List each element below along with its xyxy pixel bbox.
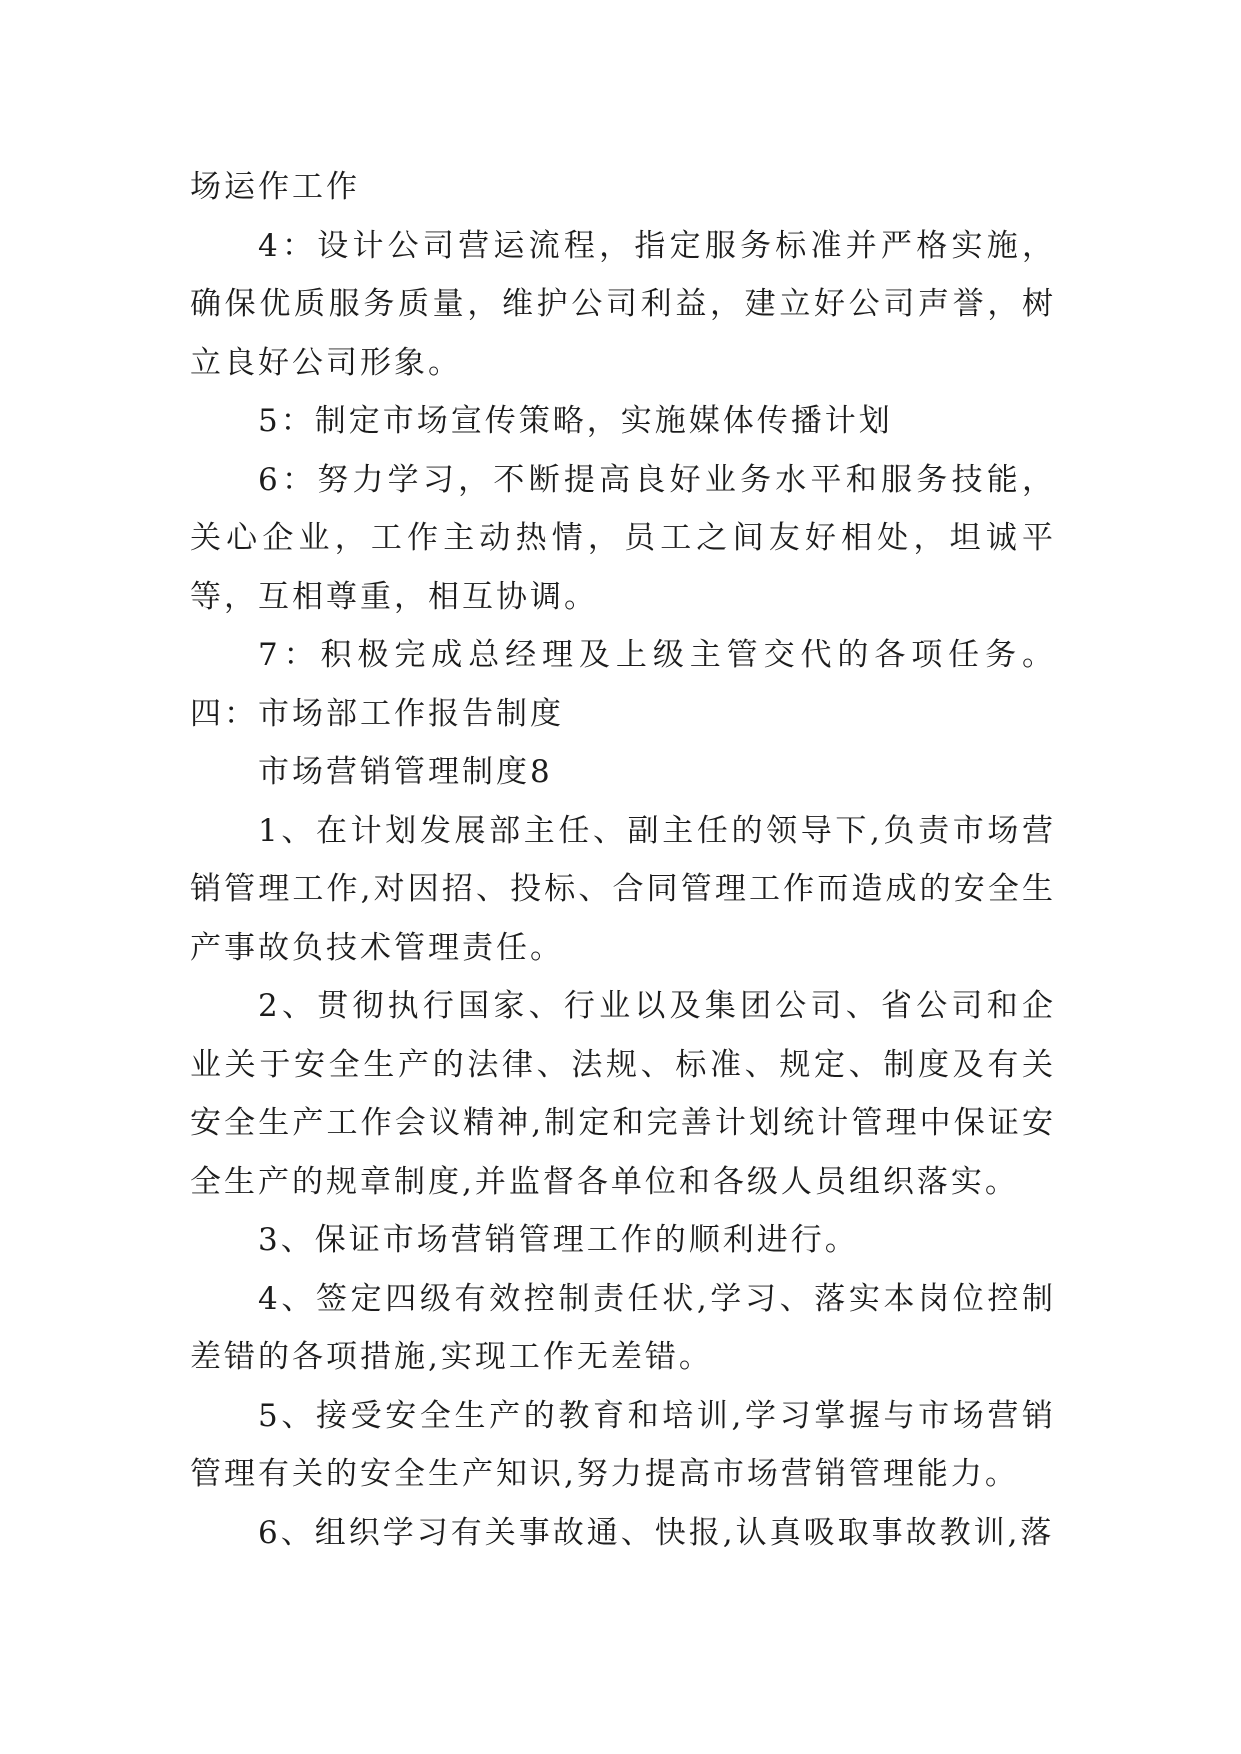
paragraph-2: 4：设计公司营运流程，指定服务标准并严格实施，确保优质服务质量，维护公司利益，建立好公司声誉，树立良好公司形象。 xyxy=(190,227,1056,381)
paragraph-4: 6：努力学习，不断提高良好业务水平和服务技能，关心企业，工作主动热情，员工之间友好相处，坦诚平等，互相尊重，相互协调。 xyxy=(190,461,1056,615)
paragraph-10: 4、签定四级有效控制责任状,学习、落实本岗位控制差错的各项措施,实现工作无差错。 xyxy=(190,1280,1056,1375)
section-heading: 市场营销管理制度8 xyxy=(258,754,553,790)
paragraph-9: 3、保证市场营销管理工作的顺利进行。 xyxy=(258,1222,859,1258)
paragraph-1: 场运作工作 xyxy=(190,169,360,205)
document-body xyxy=(190,158,1056,1562)
paragraph-11: 5、接受安全生产的教育和培训,学习掌握与市场营销管理有关的安全生产知识,努力提高市场营销管理能力。 xyxy=(190,1397,1056,1492)
paragraph-3: 5：制定市场宣传策略，实施媒体传播计划 xyxy=(258,403,893,439)
paragraph-5: 7：积极完成总经理及上级主管交代的各项任务。四：市场部工作报告制度 xyxy=(190,637,1056,732)
paragraph-12: 6、组织学习有关事故通、快报,认真吸取事故教训,落 xyxy=(258,1514,1055,1551)
paragraph-8: 2、贯彻执行国家、行业以及集团公司、省公司和企业关于安全生产的法律、法规、标准、规定、制度及有关安全生产工作会议精神,制定和完善计划统计管理中保证安全生产的规章制度,并监督各单位和各级人员组织落实。 xyxy=(190,988,1056,1200)
paragraph-7: 1、在计划发展部主任、副主任的领导下,负责市场营销管理工作,对因招、投标、合同管理工作而造成的安全生产事故负技术管理责任。 xyxy=(190,812,1056,966)
